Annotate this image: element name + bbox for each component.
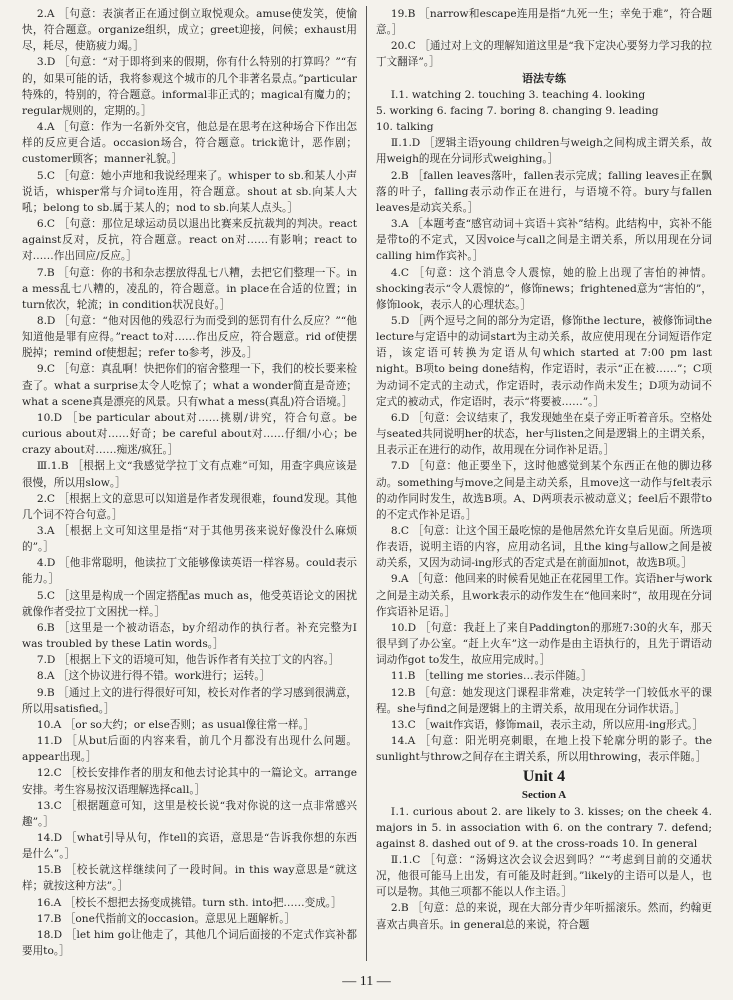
answer-item: 8.C ［句意：让这个国王最吃惊的是他居然允许女皇后见面。所选项作表语，说明主语的内容，应用动名词，且the king与allow之间是被动关系，又因为动词-ing形式的否定式是在前面加not，故选B项。］	[376, 525, 712, 570]
answer-item: 7.B ［句意：你的书和杂志摆放得乱七八糟，去把它们整理一下。in a mess乱七八糟的，凌乱的，符合题意。in place在合适的位置；in turn依次，轮流；in condition状况良好。］	[22, 266, 357, 311]
column-divider	[366, 6, 367, 961]
answer-item: Ⅱ.1.C ［句意：“汤姆这次会议会迟到吗？”“考虑到目前的交通状况，他很可能马上出发，有可能及时赶到。”likely的主语可以是人，也可以是物。其他三项都不能以人作主语。］	[376, 853, 712, 899]
right-column	[376, 6, 712, 933]
grammar-section-title: 语法专练	[522, 71, 566, 85]
answer-item: 8.D ［句意：“他对因他的残忍行为而受到的惩罚有什么反应？”“他知道他是罪有应得。”react to对……作出反应，符合题意。rid of使摆脱掉；remind of使想起；refer to参考，涉及。］	[22, 314, 357, 360]
answer-item: 3.D ［句意：“对于即将到来的假期，你有什么特别的打算吗？”“有的，如果可能的话，我将参观这个城市的几个非著名景点。”particular特殊的，特别的，符合题意。informal非正式的；magical有魔力的；regular规则的，定期的。］	[22, 56, 357, 117]
answer-item: Ⅲ.1.B ［根据上文“我感觉学拉丁文有点难”可知，用查字典应该是很慢，所以用slow。］	[22, 460, 357, 489]
answer-item: 11.D ［从but后面的内容来看，前几个月都没有出现什么问题。appear出现。］	[22, 735, 357, 764]
answer-item: 9.A ［句意：他回来的时候看见她正在花园里工作。宾语her与work之间是主动关系，且work表示的动作发生在“他回来时”，故用现在分词作宾语补足语。］	[376, 573, 712, 618]
page-number: — 11 —	[342, 974, 391, 989]
answer-item: 11.B ［telling me stories…表示伴随。］	[390, 670, 592, 683]
answer-item: 8.A ［这个协议进行得不错。work进行；运转。］	[36, 670, 271, 683]
grammar-answer-line: Ⅰ.1. watching 2. touching 3. teaching 4. looking	[390, 88, 646, 101]
answer-item: 5.D ［两个逗号之间的部分为定语，修饰the lecture，被修饰词the lecture与定语中的动词start为主动关系，故应使用现在分词短语作定语，该定语可转换为定语从句which started at 7:00 pm last night。B项to being done结构，作定语时，表示“正在被……”；C项为动词不定式的主动式，作定语时，表示动作尚未发生；D项为动词不定式的被动式，作定语时，表示“将要被……”。］	[376, 314, 712, 408]
grammar-answer-line: 5. working 6. facing 7. boring 8. changing 9. leading	[376, 104, 659, 117]
answer-item: Ⅰ.1. curious about 2. are likely to 3. kisses; on the cheek 4. majors in 5. in association with 6. on the contrary 7. defend; against 8. dashed out of 9. at the cross-roads 10. In general	[376, 805, 712, 850]
answer-item: 17.B ［one代指前文的occasion。意思见上题解析。］	[36, 912, 296, 925]
unit-title: Unit 4	[522, 768, 566, 786]
answer-item: 2.B ［fallen leaves落叶，fallen表示完成；falling leaves正在飘落的叶子，falling表示动作正在进行，与语境不符。bury与fallen leaves是动宾关系。］	[376, 169, 712, 214]
answer-item: 4.D ［他非常聪明，他读拉丁文能够像读英语一样容易。could表示能力。］	[22, 557, 357, 586]
answer-item: 7.D ［根据上下文的语境可知，他告诉作者有关拉丁文的内容。］	[36, 654, 340, 667]
answer-item: 20.C ［通过对上文的理解知道这里是“我下定决心要努力学习我的拉丁文翻译”。］	[376, 40, 712, 69]
answer-item: 10.A ［or so大约；or else否则；as usual像往常一样。］	[36, 718, 315, 731]
answer-item: 10.D ［be particular about对……挑剔/讲究，符合句意。be curious about对……好奇；be careful about对……仔细/小心；be crazy about对……痴迷/疯狂。］	[22, 411, 357, 457]
answer-item: Ⅱ.1.D ［逻辑主语young children与weigh之间构成主谓关系，故用weigh的现在分词形式weighing。］	[376, 137, 712, 166]
answer-item: 6.D ［句意：会议结束了，我发现她坐在桌子旁正听着音乐。空格处与seated共同说明her的状态，her与listen之间是逻辑上的主谓关系，且表示正在进行的动作，故用现在分词作补足语。］	[376, 411, 712, 457]
answer-item: 9.B ［通过上文的进行得很好可知，校长对作者的学习感到很满意，所以用satisfied。］	[22, 686, 357, 715]
answer-item: 12.C ［校长安排作者的朋友和他去讨论其中的一篇论文。arrange安排。考生容易按汉语理解选择call。］	[22, 767, 357, 796]
answer-item: 6.B ［这里是一个被动语态，by介绍动作的执行者。补充完整为I was troubled by these Latin words。］	[22, 621, 357, 651]
answer-item: 7.D ［句意：他正要坐下，这时他感觉到某个东西正在他的脚边移动。something与move之间是主动关系，且move这一动作与felt表示的动作同时发生，故选B项。A、D两项表示被动意义；feel后不跟带to的不定式作补足语。］	[376, 460, 712, 521]
answer-item: 13.C ［wait作宾语，修饰mail，表示主动，所以应用-ing形式。］	[390, 718, 704, 731]
answer-item: 12.B ［句意：她发现这门课程非常难，决定转学一门较低水平的课程。she与find之间是逻辑上的主谓关系，故用现在分词作状语。］	[376, 686, 712, 715]
answer-item: 18.D ［let him go让他走了，其他几个词后面接的不定式作宾补都要用to。］	[22, 928, 357, 958]
answer-item: 2.A ［句意：表演者正在通过倒立取悦观众。amuse使发笑，使愉快，符合题意。organize组织，成立；greet迎接，问候；exhaust用尽，耗尽，使筋疲力竭。］	[22, 8, 357, 53]
answer-item: 10.D ［句意：我赶上了来自Paddington的那班7:30的火车，那天很早到了办公室。“赶上火车”这一动作是由主语执行的，且先于谓语动词动作got to发生，故应用完成时。］	[376, 621, 712, 667]
answer-item: 16.A ［校长不想把去扬变成挑错。turn sth. into把……变成。］	[36, 896, 342, 909]
answer-item: 5.C ［这里是构成一个固定搭配as much as，他受英语论文的困扰就像作者受拉丁文困扰一样。］	[22, 589, 357, 618]
answer-item: 5.C ［句意：她小声地和我说经理来了。whisper to sb.和某人小声说话，whisper常与介词to连用，符合题意。shout at sb.向某人大吼；belong to sb.属于某人的；nod to sb.向某人点头。］	[22, 169, 357, 214]
answer-item: 3.A ［根据上文可知这里是指“对于其他男孩来说好像没什么麻烦的”。］	[22, 525, 357, 554]
answer-item: 4.A ［句意：作为一名新外交官，他总是在思考在这种场合下作出怎样的反应更合适。occasion场合，符合题意。trick诡计，恶作剧；customer顾客；manner礼貌。］	[22, 121, 357, 166]
answer-item: 2.B ［句意：总的来说，现在大部分青少年听摇滚乐。然而，约翰更喜欢古典音乐。in general总的来说，符合题	[376, 902, 712, 931]
answer-item: 9.C ［句意：真乱啊！快把你们的宿舍整理一下，我们的校长要来检查了。what a surprise太令人吃惊了；what a wonder简直是奇迹；what a scene真是漂亮的风景。只有what a mess(真乱)符合语境。］	[22, 363, 357, 408]
section-title: Section A	[521, 789, 567, 802]
left-column	[22, 6, 357, 959]
answer-item: 19.B ［narrow和escape连用是指“九死一生；幸免于难”，符合题意。］	[376, 8, 712, 37]
answer-item: 15.B ［校长就这样继续问了一段时间。in this way意思是“就这样；就按这种方法”。］	[22, 864, 357, 893]
answer-item: 2.C ［根据上文的意思可以知道是作者发现很难，found发现。其他几个词不符合句意。］	[22, 492, 357, 521]
grammar-answer-line: 10. talking	[376, 121, 434, 134]
answer-item: 4.C ［句意：这个消息令人震惊，她的脸上出现了害怕的神情。shocking表示“令人震惊的”，修饰news；frightened意为“害怕的”，修饰look，表示人的心理状态。］	[376, 266, 712, 311]
answer-item: 13.C ［根据题意可知，这里是校长说“我对你说的这一点非常感兴趣”。］	[22, 799, 357, 828]
answer-item: 3.A ［本题考查“感官动词＋宾语＋宾补”结构。此结构中，宾补不能是带to的不定式，又因voice与call之间是主谓关系，所以用现在分词calling him作宾补。］	[376, 218, 712, 263]
answer-item: 6.C ［句意：那位足球运动员以退出比赛来反抗裁判的判决。react against反对，反抗，符合题意。react on对……有影响；react to对……作出回应/反应。］	[22, 218, 357, 263]
answer-item: 14.A ［句意：阳光明亮刺眼，在地上投下轮廓分明的影子。the sunlight与throw之间存在主谓关系，所以用throwing，表示伴随。］	[376, 735, 712, 764]
answer-item: 14.D ［what引导从句，作tell的宾语，意思是“告诉我你想的东西是什么”。］	[22, 831, 357, 861]
